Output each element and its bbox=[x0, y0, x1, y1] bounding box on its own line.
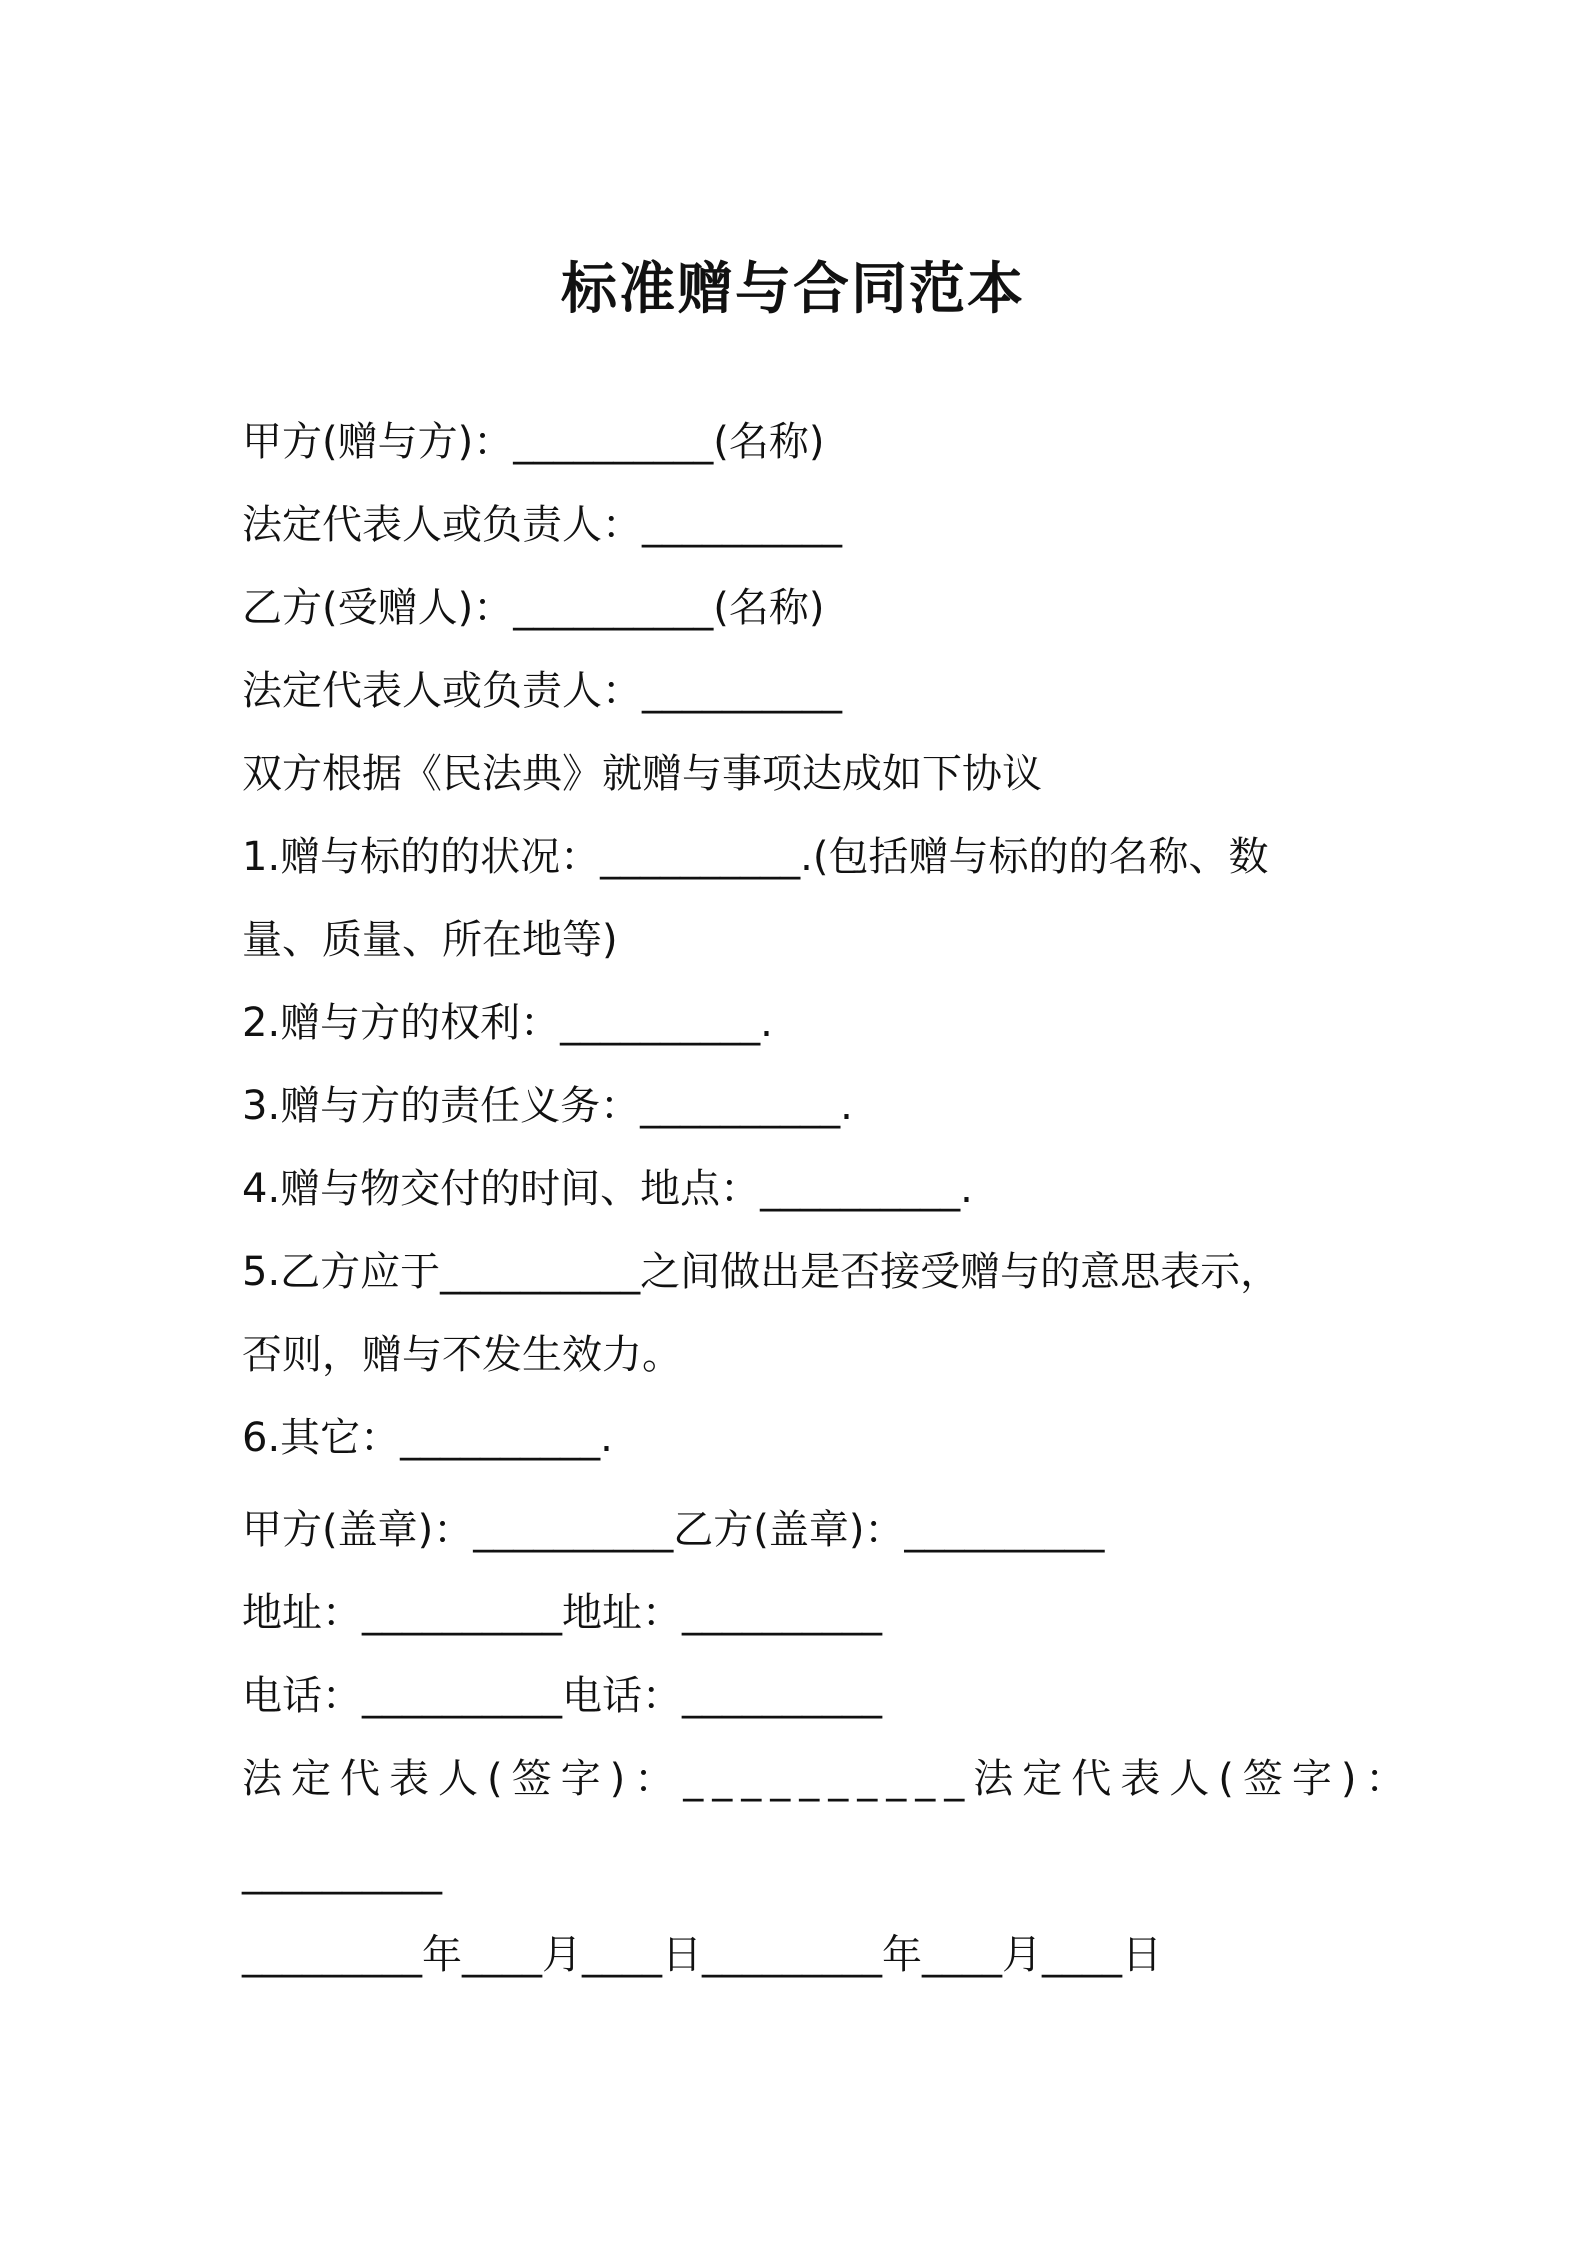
clause-4-line: 4.赠与物交付的时间、地点：__________. bbox=[242, 1166, 973, 1212]
party-b-representative-line: 法定代表人或负责人：__________ bbox=[242, 668, 842, 714]
document-title: 标准赠与合同范本 bbox=[561, 257, 1025, 322]
signature-line: 法定代表人(签字)：__________法定代表人(签字)： bbox=[242, 1756, 1415, 1802]
date-line: _________年____月____日_________年____月____日 bbox=[242, 1932, 1162, 1978]
signature-blank-line: __________ bbox=[242, 1849, 442, 1895]
clause-2-line: 2.赠与方的权利：__________. bbox=[242, 1000, 773, 1046]
clause-5-continuation: 否则，赠与不发生效力。 bbox=[242, 1332, 682, 1378]
clause-1-line: 1.赠与标的的状况：__________.(包括赠与标的的名称、数 bbox=[242, 834, 1269, 880]
address-line: 地址：__________地址：__________ bbox=[242, 1590, 882, 1636]
seal-line: 甲方(盖章)：__________乙方(盖章)：__________ bbox=[242, 1507, 1105, 1553]
phone-line: 电话：__________电话：__________ bbox=[242, 1673, 882, 1719]
party-b-name-line: 乙方(受赠人)：__________(名称) bbox=[242, 585, 825, 631]
clause-1-continuation: 量、质量、所在地等) bbox=[242, 917, 618, 963]
clause-3-line: 3.赠与方的责任义务：__________. bbox=[242, 1083, 853, 1129]
clause-6-line: 6.其它：__________. bbox=[242, 1415, 613, 1461]
agreement-intro-line: 双方根据《民法典》就赠与事项达成如下协议 bbox=[242, 751, 1042, 797]
party-a-name-line: 甲方(赠与方)：__________(名称) bbox=[242, 419, 825, 465]
party-a-representative-line: 法定代表人或负责人：__________ bbox=[242, 502, 842, 548]
clause-5-line: 5.乙方应于__________之间做出是否接受赠与的意思表示， bbox=[242, 1249, 1281, 1295]
